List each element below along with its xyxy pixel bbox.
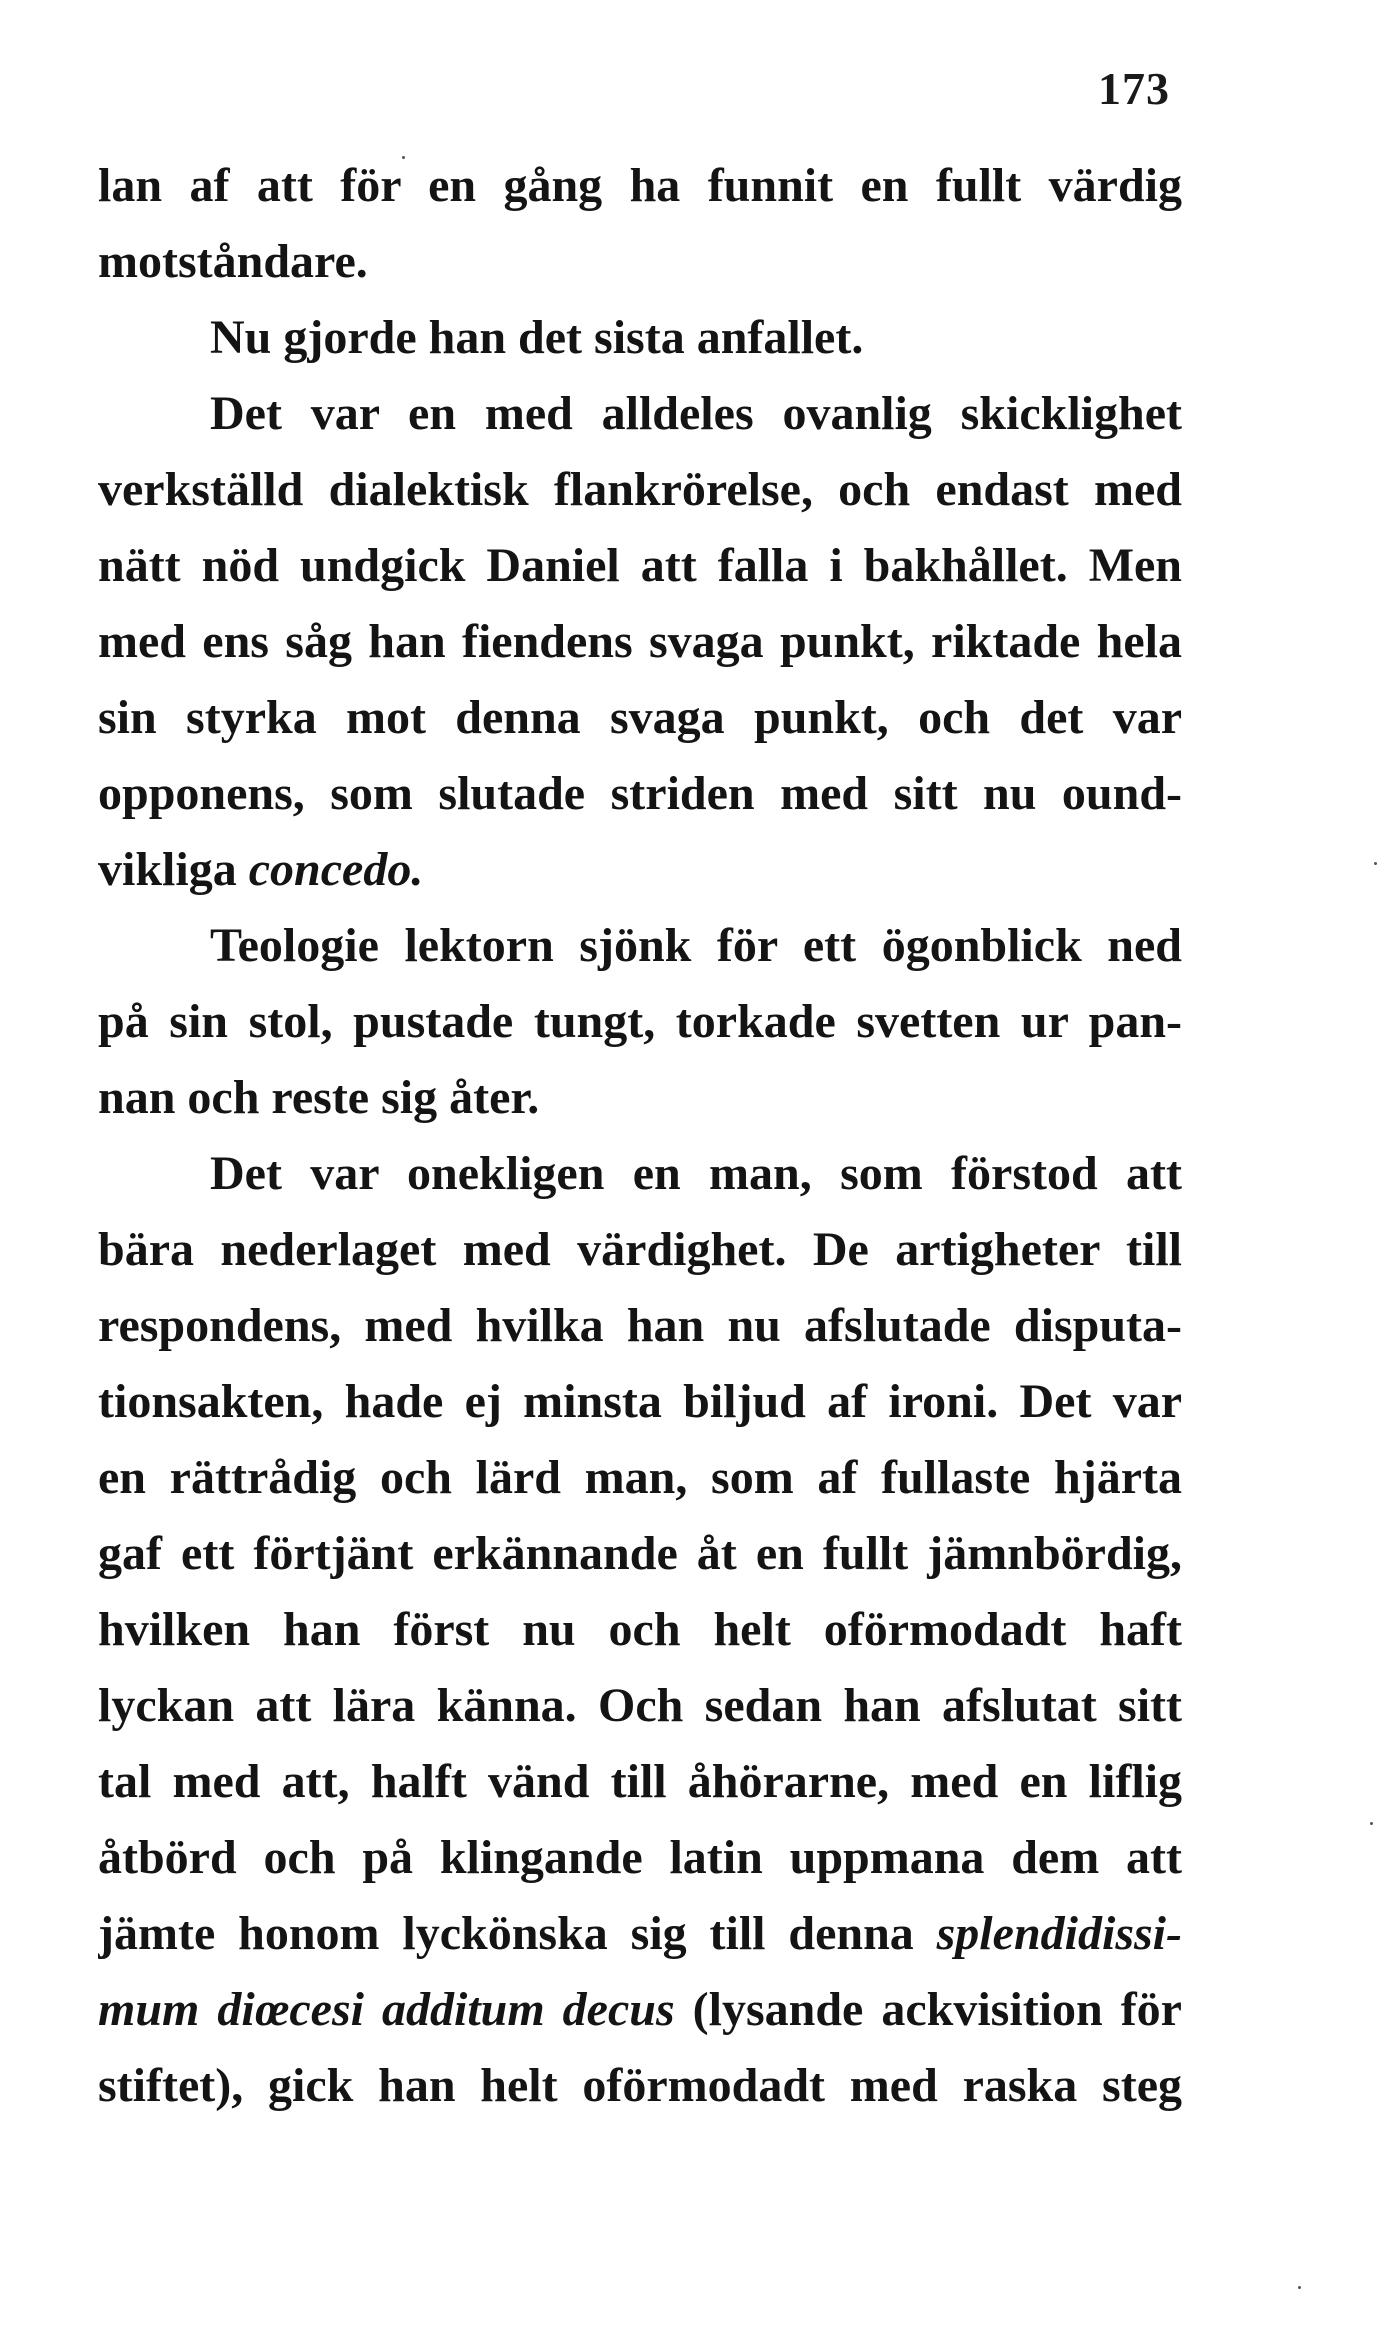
text-line [98, 1896, 1182, 1972]
text-line [98, 1668, 1182, 1744]
text-line [98, 376, 1182, 452]
text-line [98, 528, 1182, 604]
text-line [98, 604, 1182, 680]
text-run: lyckan att lära känna. Och sedan han afslutat sitt [98, 1679, 1182, 1732]
body-text [98, 148, 1182, 2124]
text-run: en rättrådig och lärd man, som af fullaste hjärta [98, 1451, 1182, 1504]
text-line [98, 1440, 1182, 1516]
text-run: med ens såg han fiendens svaga punkt, riktade hela [98, 615, 1182, 668]
text-line [98, 680, 1182, 756]
text-line [98, 1516, 1182, 1592]
page-number: 173 [1098, 63, 1170, 114]
print-speck [1374, 862, 1377, 865]
text-run: hvilken han först nu och helt oförmodadt haft [98, 1603, 1182, 1656]
text-run: Det var en med alldeles ovanlig skicklighet [210, 387, 1182, 440]
text-line [98, 1744, 1182, 1820]
text-run: åtbörd och på klingande latin uppmana dem att [98, 1831, 1182, 1884]
text-line [98, 832, 1182, 908]
italic-run: concedo. [248, 843, 424, 896]
text-line [98, 224, 1182, 300]
text-run: Det var onekligen en man, som förstod att [210, 1147, 1182, 1200]
text-line [98, 1972, 1182, 2048]
text-run: vikliga [98, 843, 249, 896]
text-line [98, 300, 1182, 376]
text-run: tionsakten, hade ej minsta biljud af ironi. Det var [98, 1375, 1182, 1428]
text-line [98, 1364, 1182, 1440]
text-line [98, 2048, 1182, 2124]
text-line [98, 984, 1182, 1060]
text-run: nätt nöd undgick Daniel att falla i bakhållet. Men [98, 539, 1182, 592]
text-run: Teologie lektorn sjönk för ett ögonblick ned [210, 919, 1182, 972]
text-run: Nu gjorde han det sista anfallet. [210, 311, 864, 364]
print-speck [402, 156, 405, 159]
italic-run: mum diœcesi additum decus [98, 1983, 675, 2036]
print-speck [1298, 2286, 1301, 2289]
text-run: tal med att, halft vänd till åhörarne, med en liflig [98, 1755, 1182, 1808]
text-run: respondens, med hvilka han nu afslutade disputa- [98, 1299, 1182, 1352]
text-run: lan af att för en gång ha funnit en fullt värdig [98, 159, 1182, 212]
print-speck [1370, 1822, 1373, 1825]
text-line [98, 452, 1182, 528]
text-line [98, 1136, 1182, 1212]
text-run: på sin stol, pustade tungt, torkade svetten ur pan- [98, 995, 1182, 1048]
text-run: nan och reste sig åter. [98, 1071, 540, 1124]
text-run: bära nederlaget med värdighet. De artigheter till [98, 1223, 1182, 1276]
italic-run: splendidissi- [936, 1907, 1182, 1960]
text-line [98, 1288, 1182, 1364]
text-run: jämte honom lyckönska sig till denna [98, 1907, 937, 1960]
text-run: (lysande ackvisition för [674, 1983, 1182, 2036]
text-run: motståndare. [98, 235, 368, 288]
text-run: sin styrka mot denna svaga punkt, och det var [98, 691, 1182, 744]
text-run: gaf ett förtjänt erkännande åt en fullt jämnbördig, [98, 1527, 1182, 1580]
text-line [98, 1820, 1182, 1896]
text-run: opponens, som slutade striden med sitt nu ound- [98, 767, 1182, 820]
text-line [98, 756, 1182, 832]
text-run: stiftet), gick han helt oförmodadt med raska steg [98, 2059, 1182, 2112]
text-line [98, 1060, 1182, 1136]
text-run: verkställd dialektisk flankrörelse, och endast med [98, 463, 1182, 516]
text-line [98, 908, 1182, 984]
text-line [98, 1212, 1182, 1288]
text-line [98, 148, 1182, 224]
text-line [98, 1592, 1182, 1668]
